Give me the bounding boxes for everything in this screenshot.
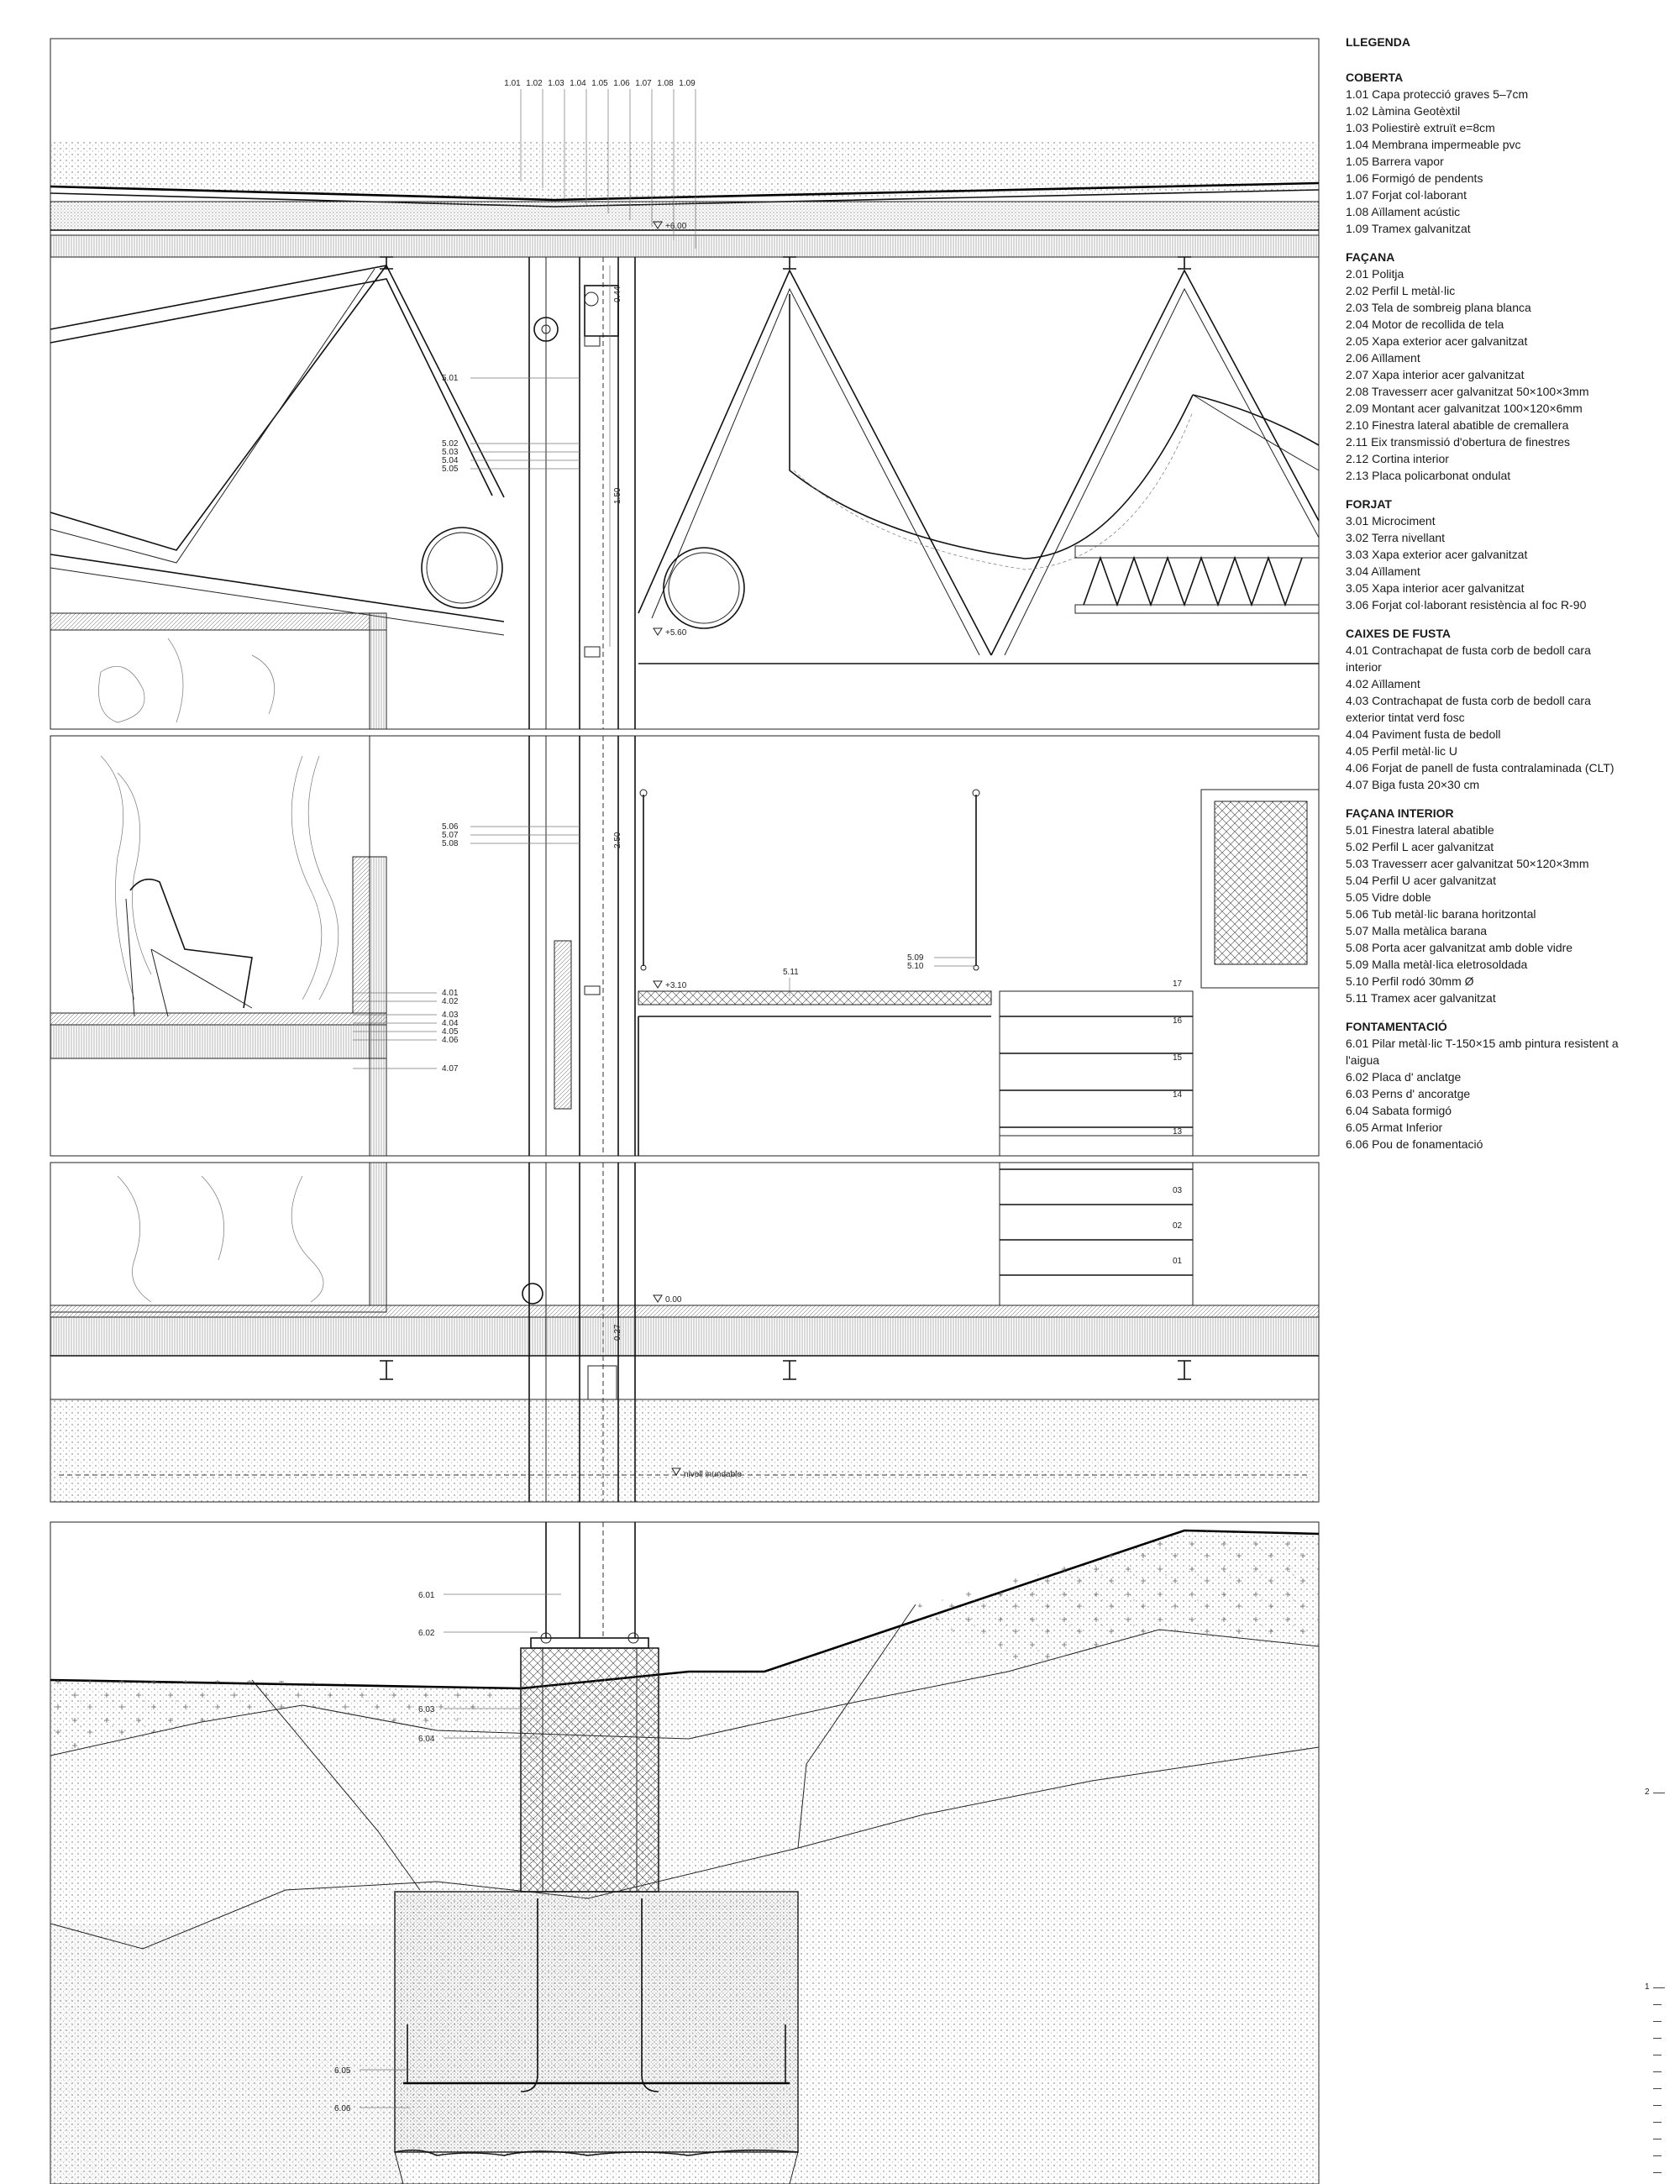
stair-step-01: 01 bbox=[1173, 1257, 1183, 1266]
callout-5-09: 5.09 bbox=[907, 953, 924, 963]
level-flood: nivell inundable bbox=[684, 1470, 742, 1479]
legend-item: 4.06 Forjat de panell de fusta contralaminada (CLT) bbox=[1346, 761, 1614, 774]
callout-5-06: 5.06 bbox=[442, 822, 459, 832]
dim-1-50: 1.50 bbox=[613, 487, 622, 504]
callout-5-05: 5.05 bbox=[442, 465, 459, 474]
legend-item: 5.02 Perfil L acer galvanitzat bbox=[1346, 840, 1494, 853]
legend-item: 2.03 Tela de sombreig plana blanca bbox=[1346, 301, 1531, 314]
legend-item: 2.01 Politja bbox=[1346, 267, 1404, 281]
legend-sections bbox=[1346, 69, 1623, 1152]
callout-6-02: 6.02 bbox=[418, 1629, 435, 1638]
shade-fabric bbox=[790, 294, 1193, 559]
legend-item: 4.02 Aïllament bbox=[1346, 677, 1420, 690]
callout-6-05: 6.05 bbox=[334, 2066, 351, 2076]
concrete-footing bbox=[521, 1648, 659, 1892]
legend-item: 2.08 Travesserr acer galvanitzat 50×100×3mm bbox=[1346, 385, 1589, 398]
callouts-5-railing bbox=[783, 953, 976, 996]
callout-4-02: 4.02 bbox=[442, 997, 459, 1006]
callout-5-01: 5.01 bbox=[442, 374, 459, 383]
legend-item: 1.04 Membrana impermeable pvc bbox=[1346, 138, 1521, 151]
legend-item: 5.01 Finestra lateral abatible bbox=[1346, 823, 1494, 837]
legend-title: LLEGENDA bbox=[1346, 35, 1410, 49]
level-roof: +6.00 bbox=[665, 222, 687, 231]
legend-item: 5.05 Vidre doble bbox=[1346, 890, 1431, 904]
truss-hole-right bbox=[664, 548, 744, 628]
legend-item: 1.02 Làmina Geotèxtil bbox=[1346, 104, 1461, 118]
callout-6-06: 6.06 bbox=[334, 2104, 351, 2113]
callout-6-04: 6.04 bbox=[418, 1735, 435, 1744]
legend-item: 2.02 Perfil L metàl·lic bbox=[1346, 284, 1456, 297]
legend-section bbox=[1346, 625, 1623, 793]
callout-4-07: 4.07 bbox=[442, 1064, 459, 1074]
stair-step-14: 14 bbox=[1173, 1090, 1183, 1100]
legend-item: 6.01 Pilar metàl·lic T-150×15 amb pintura resistent a l'aigua bbox=[1346, 1037, 1619, 1067]
mezzanine-tramex bbox=[638, 991, 991, 1005]
legend-item: 2.05 Xapa exterior acer galvanitzat bbox=[1346, 334, 1528, 348]
legend-item: 4.04 Paviment fusta de bedoll bbox=[1346, 727, 1501, 741]
legend-section bbox=[1346, 69, 1623, 237]
stair-step-16: 16 bbox=[1173, 1016, 1183, 1026]
stair-lower bbox=[1000, 1163, 1193, 1305]
legend-item: 2.09 Montant acer galvanitzat 100×120×6mm bbox=[1346, 402, 1583, 415]
stair-step-13: 13 bbox=[1173, 1127, 1183, 1137]
legend-item: 2.10 Finestra lateral abatible de cremallera bbox=[1346, 418, 1569, 432]
truss-hole-left bbox=[422, 528, 502, 608]
legend-item: 6.04 Sabata formigó bbox=[1346, 1104, 1452, 1117]
legend-section-heading: FAÇANA bbox=[1346, 250, 1395, 264]
legend-item: 5.06 Tub metàl·lic barana horitzontal bbox=[1346, 907, 1536, 921]
legend-section-heading: COBERTA bbox=[1346, 71, 1404, 84]
panel-mezzanine bbox=[50, 736, 1319, 1156]
level-upper: +5.60 bbox=[665, 628, 687, 638]
legend bbox=[1346, 34, 1623, 1164]
dim-0-44: 0.44 bbox=[613, 286, 622, 302]
legend-section-heading: FORJAT bbox=[1346, 497, 1392, 511]
callouts-5-top bbox=[442, 374, 580, 474]
legend-item: 2.12 Cortina interior bbox=[1346, 452, 1449, 465]
legend-item: 5.07 Malla metàlica barana bbox=[1346, 924, 1488, 937]
legend-item: 2.04 Motor de recollida de tela bbox=[1346, 318, 1504, 331]
legend-item: 4.05 Perfil metàl·lic U bbox=[1346, 744, 1458, 758]
callout-1-08: 1.08 bbox=[657, 79, 674, 88]
door-panel bbox=[554, 941, 571, 1109]
legend-section bbox=[1346, 805, 1623, 1006]
callout-5-03: 5.03 bbox=[442, 448, 459, 457]
callouts-5-mid bbox=[442, 822, 580, 848]
stair-step-17: 17 bbox=[1173, 979, 1183, 989]
legend-item: 2.07 Xapa interior acer galvanitzat bbox=[1346, 368, 1525, 381]
legend-item: 4.01 Contrachapat de fusta corb de bedoll cara interior bbox=[1346, 643, 1591, 674]
legend-item: 3.03 Xapa exterior acer galvanitzat bbox=[1346, 548, 1528, 561]
callout-1-09: 1.09 bbox=[679, 79, 696, 88]
legend-item: 1.03 Poliestirè extruït e=8cm bbox=[1346, 121, 1495, 134]
legend-item: 5.08 Porta acer galvanitzat amb doble vidre bbox=[1346, 941, 1573, 954]
legend-item: 4.07 Biga fusta 20×30 cm bbox=[1346, 778, 1480, 791]
legend-section-heading: FONTAMENTACIÓ bbox=[1346, 1020, 1447, 1033]
callout-1-02: 1.02 bbox=[526, 79, 543, 88]
roof-i-beams bbox=[380, 257, 1191, 269]
callout-4-06: 4.06 bbox=[442, 1036, 459, 1045]
panel-foundation bbox=[50, 1522, 1319, 2184]
foundation-well bbox=[395, 1892, 798, 2152]
legend-item: 5.11 Tramex acer galvanitzat bbox=[1346, 991, 1496, 1005]
anchor-plate bbox=[531, 1638, 648, 1648]
legend-section-heading: CAIXES DE FUSTA bbox=[1346, 627, 1451, 640]
stair-step-03: 03 bbox=[1173, 1186, 1183, 1195]
callout-4-05: 4.05 bbox=[442, 1027, 459, 1037]
dim-0-27: 0.27 bbox=[613, 1324, 622, 1341]
legend-item: 5.10 Perfil rodó 30mm Ø bbox=[1346, 974, 1474, 988]
legend-item: 5.04 Perfil U acer galvanitzat bbox=[1346, 874, 1496, 887]
level-marker-icon bbox=[654, 981, 662, 988]
legend-item: 1.05 Barrera vapor bbox=[1346, 155, 1444, 168]
legend-item: 3.05 Xapa interior acer galvanitzat bbox=[1346, 581, 1525, 595]
dim-2-50: 2.50 bbox=[613, 832, 622, 848]
level-mezzanine: +3.10 bbox=[665, 981, 687, 990]
legend-section bbox=[1346, 249, 1623, 484]
panel-roof-truss bbox=[50, 39, 1319, 729]
legend-item: 1.01 Capa protecció graves 5–7cm bbox=[1346, 87, 1529, 101]
legend-item: 3.01 Microciment bbox=[1346, 514, 1436, 528]
callout-1-01: 1.01 bbox=[504, 79, 521, 88]
legend-item: 5.09 Malla metàl·lica eletrosoldada bbox=[1346, 958, 1528, 971]
callout-4-03: 4.03 bbox=[442, 1011, 459, 1020]
callout-5-02: 5.02 bbox=[442, 439, 459, 449]
scale-mark-2: 2 bbox=[1645, 1788, 1650, 1797]
legend-item: 3.06 Forjat col·laborant resistència al foc R-90 bbox=[1346, 598, 1587, 612]
level-marker-icon bbox=[654, 1295, 662, 1302]
walkway-truss bbox=[1075, 546, 1319, 613]
mesh-railing bbox=[1215, 801, 1307, 964]
callout-1-05: 1.05 bbox=[591, 79, 608, 88]
callout-4-01: 4.01 bbox=[442, 989, 459, 998]
callout-6-01: 6.01 bbox=[418, 1591, 435, 1600]
scale-mark-1: 1 bbox=[1645, 1982, 1650, 1992]
steel-truss-left bbox=[50, 265, 504, 635]
legend-item: 1.06 Formigó de pendents bbox=[1346, 171, 1483, 185]
legend-item: 1.09 Tramex galvanitzat bbox=[1346, 222, 1471, 235]
stair-step-15: 15 bbox=[1173, 1053, 1183, 1063]
level-marker-icon bbox=[654, 628, 662, 635]
callout-5-10: 5.10 bbox=[907, 962, 924, 971]
legend-item: 2.06 Aïllament bbox=[1346, 351, 1420, 365]
callout-4-04: 4.04 bbox=[442, 1019, 459, 1028]
stair-step-02: 02 bbox=[1173, 1221, 1183, 1231]
legend-item: 2.13 Placa policarbonat ondulat bbox=[1346, 469, 1511, 482]
wood-box-upper bbox=[50, 613, 386, 729]
legend-section bbox=[1346, 1018, 1623, 1152]
callout-1-06: 1.06 bbox=[613, 79, 630, 88]
legend-item: 6.05 Armat Inferior bbox=[1346, 1121, 1443, 1134]
legend-item: 2.11 Eix transmissió d'obertura de finestres bbox=[1346, 435, 1570, 449]
legend-item: 4.03 Contrachapat de fusta corb de bedoll cara exterior tintat verd fosc bbox=[1346, 694, 1591, 724]
callout-6-03: 6.03 bbox=[418, 1705, 435, 1714]
legend-item: 3.02 Terra nivellant bbox=[1346, 531, 1446, 544]
legend-item: 1.07 Forjat col·laborant bbox=[1346, 188, 1467, 202]
callout-5-08: 5.08 bbox=[442, 839, 459, 848]
legend-item: 5.03 Travesserr acer galvanitzat 50×120×3mm bbox=[1346, 857, 1589, 870]
level-ground: 0.00 bbox=[665, 1295, 682, 1305]
legend-item: 6.03 Perns d' ancoratge bbox=[1346, 1087, 1471, 1100]
legend-item: 6.06 Pou de fonamentació bbox=[1346, 1137, 1483, 1151]
callout-5-04: 5.04 bbox=[442, 456, 459, 465]
legend-item: 6.02 Placa d' anclatge bbox=[1346, 1070, 1462, 1084]
panel-ground bbox=[50, 1163, 1319, 1502]
callout-5-07: 5.07 bbox=[442, 831, 459, 840]
legend-section bbox=[1346, 496, 1623, 613]
stair-upper bbox=[1000, 979, 1193, 1156]
legend-section-heading: FAÇANA INTERIOR bbox=[1346, 806, 1454, 820]
callout-5-11: 5.11 bbox=[783, 968, 799, 977]
motor-icon bbox=[522, 1284, 543, 1304]
callout-1-03: 1.03 bbox=[548, 79, 564, 88]
legend-item: 1.08 Aïllament acústic bbox=[1346, 205, 1461, 218]
chair-icon bbox=[126, 879, 252, 1016]
legend-item: 3.04 Aïllament bbox=[1346, 564, 1420, 578]
callout-1-07: 1.07 bbox=[635, 79, 652, 88]
callout-1-04: 1.04 bbox=[570, 79, 586, 88]
